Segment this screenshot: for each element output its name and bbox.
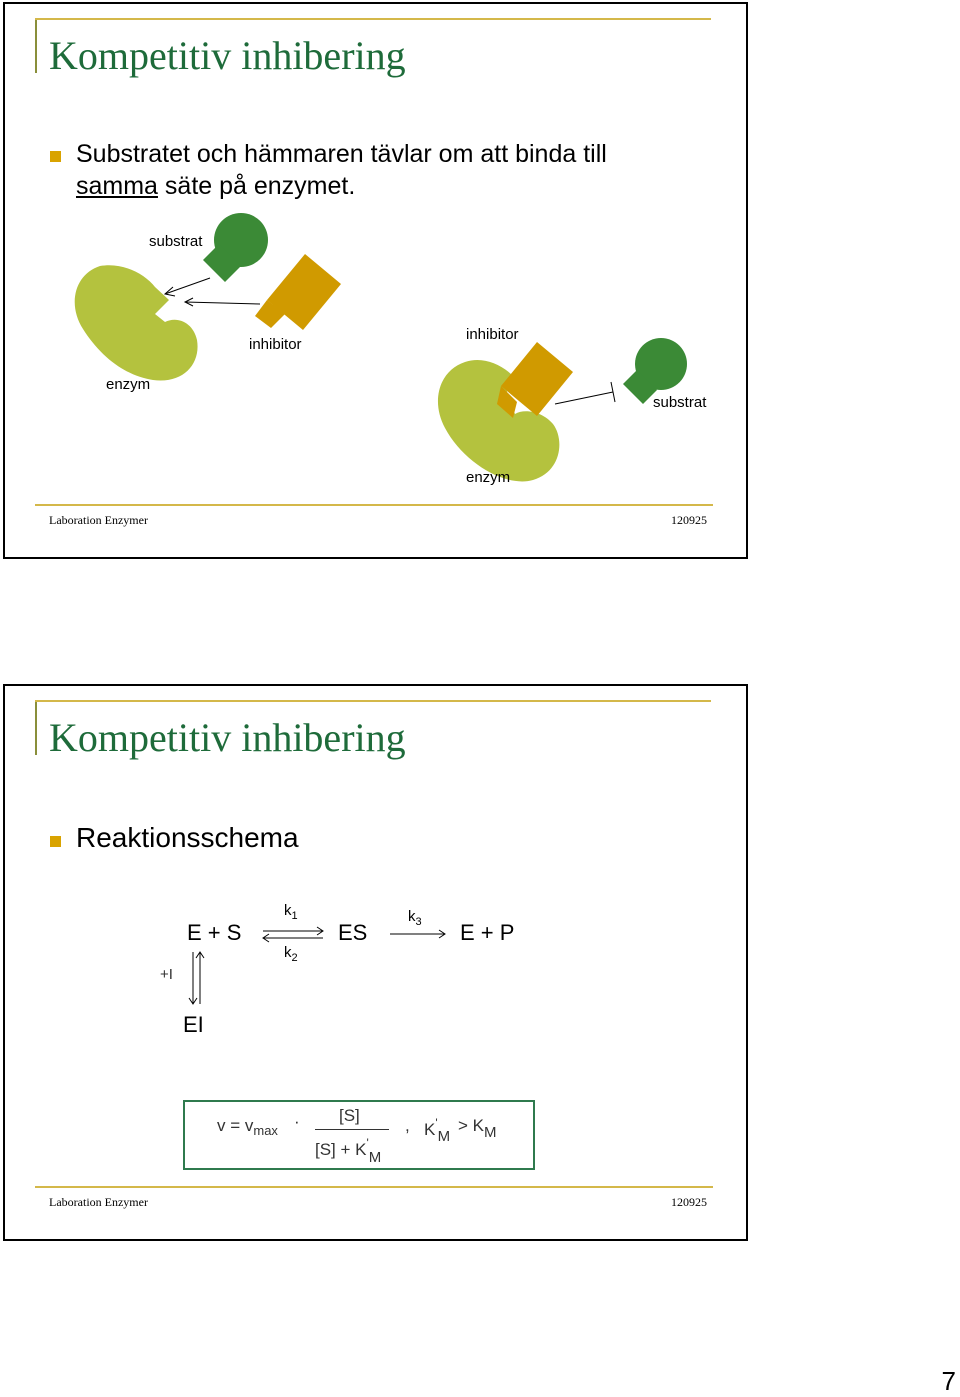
rate-constant-k1: $k_1$ [284,902,298,922]
footer-divider [35,1186,713,1188]
eq-numerator: [S] [339,1106,360,1125]
bullet-text: Reaktionsschema [76,822,299,853]
substrate-shape-top [203,213,268,282]
scheme-product: E + P [460,920,515,945]
label-enzym-right: enzym [466,469,511,486]
label-inhibitor-right: inhibitor [466,326,519,343]
competitive-inhibition-diagram [5,4,748,559]
footer-left: Laboration Enzymer [49,1195,148,1209]
inhibitor-shape-left [255,254,341,330]
footer-right: 120925 [671,513,707,527]
underlined-word: samma [76,172,158,200]
label-inhibitor-left: inhibitor [249,336,302,353]
slide-title: Kompetitiv inhibering [49,33,406,78]
slide-title: Kompetitiv inhibering [49,715,406,760]
eq-dot: · [294,1112,300,1131]
footer-divider [35,504,713,506]
eq-km-prime: K'M [424,1116,451,1145]
slide-2 [3,684,748,1241]
inhibitor-shape-right [497,342,573,418]
rate-constant-k2: $k_2$ [284,944,298,964]
arrow-substrate [165,278,210,296]
eq-fraction-bar [315,1129,389,1130]
rate-constant-k3: $k_3$ [408,908,422,928]
eq-km: > KM [458,1116,497,1141]
scheme-plus-i: +I [160,966,173,983]
footer-left: Laboration Enzymer [49,513,148,527]
eq-v: $v = v_{max}$ [217,1116,278,1138]
eq-comma: , [405,1116,410,1135]
page-number: 7 [941,1366,956,1396]
eq-denominator: [S] + K'M [315,1136,382,1166]
label-substrat-right: substrat [653,394,707,411]
scheme-ei: EI [183,1012,204,1037]
label-enzym-left: enzym [106,376,151,393]
enzyme-shape-left [75,265,198,380]
footer-right: 120925 [671,1195,707,1209]
scheme-es: ES [338,920,368,945]
scheme-e-plus-s: E + S [187,920,242,945]
bullet-text-line-1: Substratet och hämmaren tävlar om att binda till [76,140,607,168]
bullet-text-rest: säte på enzymet. [157,172,356,200]
label-substrat-top: substrat [149,233,203,250]
slide-1 [3,2,748,559]
blocked-indicator [555,382,615,404]
arrow-inhibitor [185,298,260,306]
